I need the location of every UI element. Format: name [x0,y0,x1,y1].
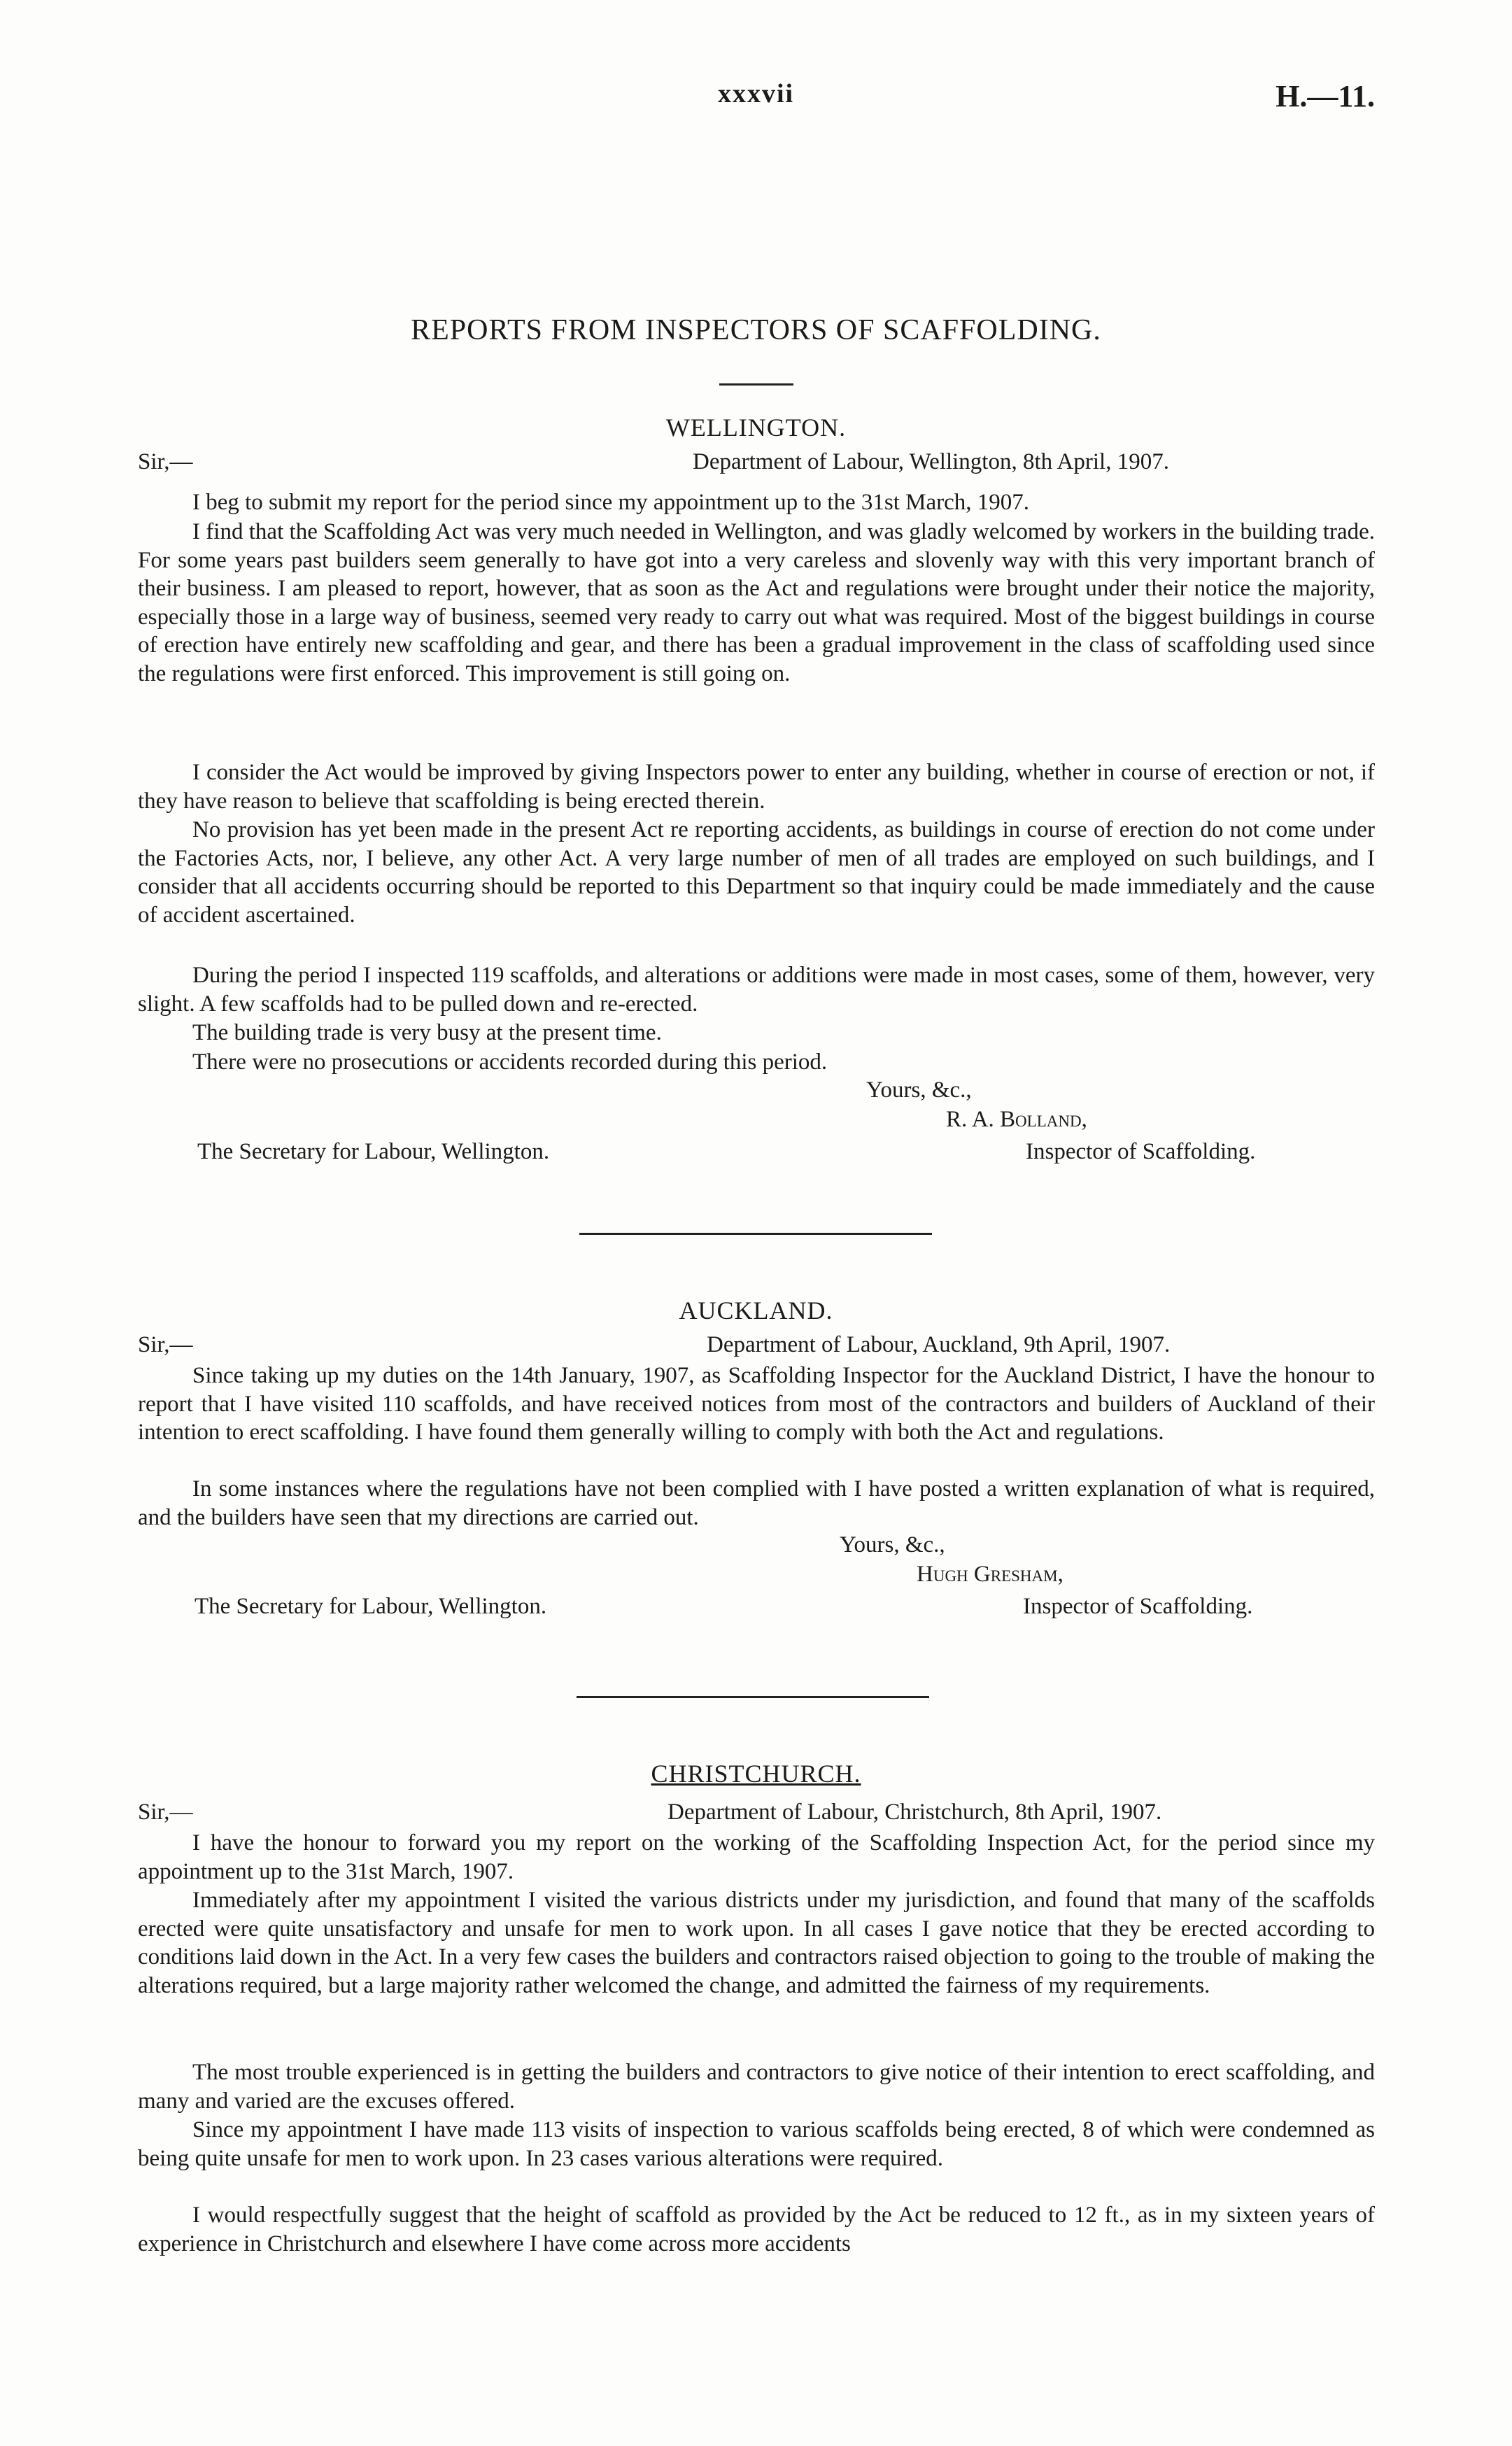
salutation-wellington: Sir,— [138,449,193,474]
paragraph: During the period I inspected 119 scaffolds, and alterations or additions were made in most cases, some of them, however, very slight. A few scaffolds had to be pulled down and re-erected. [138,963,1375,1017]
paragraph: I have the honour to forward you my report on the working of the Scaffolding Inspection Act, for the period since my appointment up to the 31st March, 1907. [138,1830,1375,1884]
section-heading-christchurch [0,1759,1512,1788]
section-divider [579,1233,932,1235]
paragraph: The most trouble experienced is in getting the builders and contractors to give notice of their intention to erect scaffolding, and many and varied are the excuses offered. [138,2060,1375,2114]
section-heading-auckland: AUCKLAND. [679,1296,833,1324]
valediction-wellington: Yours, &c., [866,1077,972,1103]
paragraph: I consider the Act would be improved by giving Inspectors power to enter any building, whether in course of erection or not, if they have reason to believe that scaffolding is being erected therein. [138,760,1375,814]
paragraph: Immediately after my appointment I visited the various districts under my jurisdiction, and found that many of the scaffolds erected were quite unsatisfactory and unsafe for men to work upon. In all cases I gave notice that they be erected according to conditions laid down in the Act. In a very few cases the builders and contractors raised objection to going to the trouble of making the alterations required, but a large majority rather welcomed the change, and admitted the fairness of my requirements. [138,1888,1375,1998]
valediction-auckland: Yours, &c., [840,1532,945,1557]
paragraph: Since my appointment I have made 113 visits of inspection to various scaffolds being erected, 8 of which were condemned as being quite unsafe for men to work upon. In 23 cases various alterations were required. [138,2117,1375,2171]
paragraph: There were no prosecutions or accidents recorded during this period. [192,1049,828,1075]
report-title: REPORTS FROM INSPECTORS OF SCAFFOLDING. [411,314,1101,346]
section-heading-text: CHRISTCHURCH. [651,1760,861,1788]
report-reference: H.—11. [1276,79,1375,113]
signatory-title-wellington: Inspector of Scaffolding. [1026,1139,1256,1164]
paragraph: Since taking up my duties on the 14th January, 1907, as Scaffolding Inspector for the Auckland District, I have the honour to report that I have visited 110 scaffolds, and have received notices from most of the contractors and builders of Auckland of their intention to erect scaffolding. I have found them generally willing to comply with both the Act and regulations. [138,1363,1375,1445]
section-heading-wellington: WELLINGTON. [665,413,847,441]
paragraph: I beg to submit my report for the period since my appointment up to the 31st March, 1907. [192,490,1030,515]
paragraph: I find that the Scaffolding Act was very much needed in Wellington, and was gladly welcomed by workers in the building trade. For some years past builders seem generally to have got into a very careless and slovenly way with this very important branch of their business. I am pleased to report, however, that as soon as the Act and regulations were brought under their notice the majority, especially those in a large way of business, seemed very ready to carry out what was required. Most of the biggest buildings in course of erection have entirely new scaffolding and gear, and there has been a gradual improvement in the class of scaffolding used since the regulations were first enforced. This improvement is still going on. [138,519,1375,686]
salutation-auckland: Sir,— [138,1332,193,1357]
paragraph: No provision has yet been made in the present Act re reporting accidents, as buildings in course of erection do not come under the Factories Acts, nor, I believe, any other Act. A very large number of men of all trades are employed on such buildings, and I consider that all accidents occurring should be reported to this Department so that inquiry could be made immediately and the cause of accident ascertained. [138,817,1375,928]
addressee-wellington: The Secretary for Labour, Wellington. [197,1139,550,1164]
dateline-auckland: Department of Labour, Auckland, 9th April, 1907. [707,1332,1171,1357]
salutation-christchurch: Sir,— [138,1800,193,1825]
paragraph: In some instances where the regulations have not been complied with I have posted a written explanation of what is required, and the builders have seen that my directions are carried out. [138,1476,1375,1530]
dateline-wellington: Department of Labour, Wellington, 8th April, 1907. [693,449,1169,474]
addressee-auckland: The Secretary for Labour, Wellington. [195,1594,547,1619]
section-divider [577,1696,929,1698]
signatory-auckland: Hugh Gresham, [917,1562,1064,1587]
paragraph: The building trade is very busy at the present time. [192,1020,662,1045]
title-rule [719,383,793,386]
dateline-christchurch: Department of Labour, Christchurch, 8th April, 1907. [667,1800,1162,1825]
page-number: xxxvii [717,79,795,108]
signatory-wellington: R. A. Bolland, [946,1107,1087,1132]
paragraph: I would respectfully suggest that the height of scaffold as provided by the Act be reduced to 12 ft., as in my sixteen years of experience in Christchurch and elsewhere I have come across more accidents [138,2203,1375,2256]
signatory-title-auckland: Inspector of Scaffolding. [1023,1594,1253,1619]
